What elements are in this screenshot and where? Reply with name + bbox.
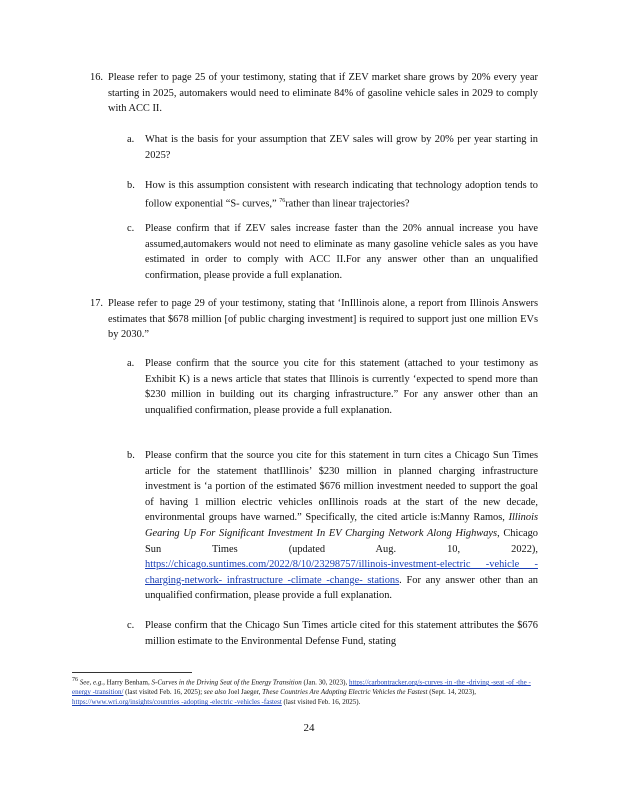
question-number: 17. xyxy=(90,298,103,309)
question-number: 16. xyxy=(90,72,103,83)
item-text: Please confirm that the Chicago Sun Times article cited for this statement attributes the $676 million estimate to the Environmental Defense Fund, stating xyxy=(145,620,538,647)
item-text-part: , Chicago Sun Times (updated Aug. 10, 2022), xyxy=(145,527,538,555)
footnote-mark: 76 xyxy=(72,677,78,683)
item-text xyxy=(145,178,538,212)
item-text-part: rather than linear trajectories? xyxy=(285,198,410,210)
footnote-title-1: S-Curves in the Driving Seat of the Energy Transition xyxy=(151,678,302,687)
page-number: 24 xyxy=(303,722,315,734)
item-text: Please confirm that the source you cite for this statement (attached to your testimony as Exhibit K) is a news article that states that Illinois is currently ‘expected to spend more than $230 million in building out its charging infrastructure.” For any answer other than an unqualified confirmation, please provide a full explanation. xyxy=(145,358,538,416)
footnote-link-1[interactable]: https://carbontracker.org/s-curves -in -the -driving -seat -of -the -energy -transition/ xyxy=(72,678,531,697)
article-title: Illinois Gearing Up For Significant Investment In EV Charging Network Along Highways xyxy=(145,512,539,539)
item-label: a. xyxy=(127,358,135,369)
footnote-ref[interactable]: 76 xyxy=(279,197,286,204)
item-text-part: How is this assumption consistent with research indicating that technology adoption tends to follow exponential “S- curves,” xyxy=(145,180,538,210)
item-text-part: Please confirm that the source you cite for this statement in turn cites a Chicago Sun Times article for the statement thatIllinois’ $230 million in planned charging infrastructure investment is ‘a portion of the estimated $676 million investment needed to support the goal of having 1 million electric vehicles onIllinois roads at the start of the new decade, environmental groups have warned.” Specifically, the cited article is:Manny Ramos, xyxy=(145,450,538,524)
item-label: c. xyxy=(127,620,135,631)
item-label: b. xyxy=(127,450,135,461)
footnote-text: , Harry Benham, xyxy=(103,678,150,687)
footnote-title-2: These Countries Are Adopting Electric Vehicles the Fastest xyxy=(262,688,428,697)
footnote-text: (Jan. 30, 2023), xyxy=(303,678,348,687)
item-label: c. xyxy=(127,223,135,234)
article-link[interactable]: https://chicago.suntimes.com/2022/8/10/23298757/illinois-investment-electric -vehicle -charging-network- infrastructure -climate -change- stations xyxy=(145,559,538,586)
item-text: Please confirm that if ZEV sales increase faster than the 20% annual increase you have assumed,automakers would not need to eliminate as many gasoline vehicle sales as you have estimated in order to comply with ACC II.For any answer other than an unqualified confirmation, please provide a full explanation. xyxy=(145,223,538,281)
question-text: Please refer to page 29 of your testimony, stating that ‘InIllinois alone, a report from Illinois Answers estimates that $678 million [of public charging investment] is required to support just one million EVs by 2030.” xyxy=(108,298,538,341)
footnote-76 xyxy=(72,675,542,707)
footnote-link-2[interactable]: https://www.wri.org/insights/countries -adopting -electric -vehicles -fastest xyxy=(72,698,282,707)
footnote-divider xyxy=(72,672,192,673)
footnote-text: (last visited Feb. 16, 2025); xyxy=(125,688,203,697)
footnote-see: See, e.g. xyxy=(79,678,104,687)
item-text: What is the basis for your assumption that ZEV sales will grow by 20% per year starting in 2025? xyxy=(145,134,538,161)
footnote-text: Joel Jaeger, xyxy=(228,688,261,697)
item-label: a. xyxy=(127,134,135,145)
item-label: b. xyxy=(127,180,135,191)
footnote-see-also: see also xyxy=(203,688,227,697)
footnote-text: (Sept. 14, 2023), xyxy=(429,688,477,697)
question-text: Please refer to page 25 of your testimony, stating that if ZEV market share grows by 20% every year starting in 2025, automakers would need to eliminate 84% of gasoline vehicle sales in 2029 to comply with ACC II. xyxy=(108,72,538,115)
footnote-text: (last visited Feb. 16, 2025). xyxy=(283,698,361,707)
item-text xyxy=(145,448,538,604)
item-text-part: . For any answer other than an unqualified confirmation, please provide a full explanation. xyxy=(145,574,539,602)
